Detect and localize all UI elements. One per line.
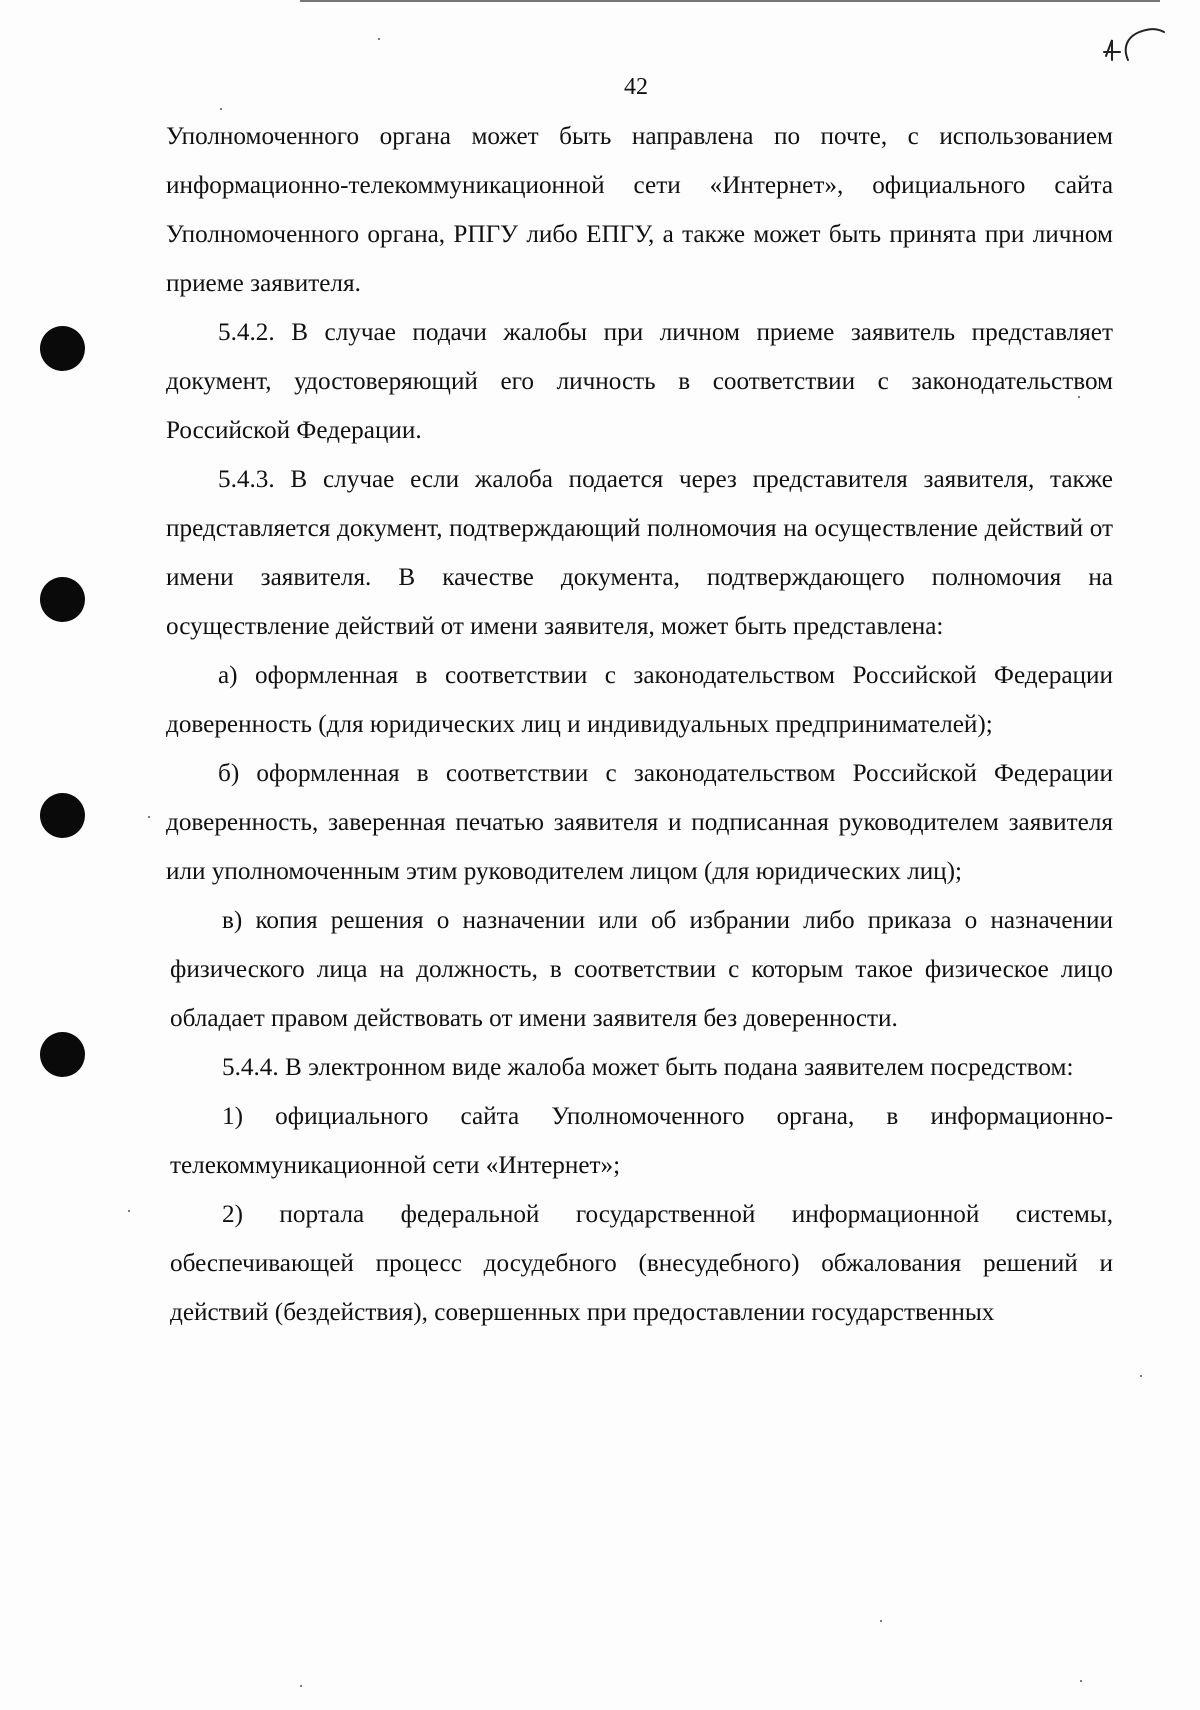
document-body <box>166 112 1113 1337</box>
list-item-a: а) оформленная в соответствии с законодательством Российской Федерации доверенность (для юридических лиц и индивидуальных предпринимателей); <box>166 662 1113 738</box>
list-item-v: в) копия решения о назначении или об избрании либо приказа о назначении физического лица на должность, в соответствии с которым такое физическое лицо обладает правом действовать от имени заявителя без доверенности. <box>170 907 1113 1032</box>
scan-speck <box>880 1620 882 1622</box>
paragraph-5-4-2: 5.4.2. В случае подачи жалобы при личном приеме заявитель представляет документ, удостоверяющий его личность в соответствии с законодательством Российской Федерации. <box>166 319 1113 444</box>
paragraph-continuation: Уполномоченного органа может быть направлена по почте, с использованием информационно-телекоммуникационной сети «Интернет», официального сайта Уполномоченного органа, РПГУ либо ЕПГУ, а также может быть принята при личном приеме заявителя. <box>166 123 1113 297</box>
scan-speck <box>300 1685 302 1687</box>
punch-hole <box>40 326 85 371</box>
scan-speck <box>1140 1375 1142 1377</box>
scan-speck <box>378 38 380 40</box>
punch-hole <box>40 793 85 838</box>
paragraph-5-4-4: 5.4.4. В электронном виде жалоба может быть подана заявителем посредством: <box>222 1054 1074 1081</box>
punch-hole <box>40 1032 85 1077</box>
scan-speck <box>220 108 222 110</box>
punch-hole <box>40 577 85 622</box>
list-item-1: 1) официального сайта Уполномоченного органа, в информационно-телекоммуникационной сети «Интернет»; <box>170 1103 1113 1179</box>
scan-speck <box>128 1210 130 1212</box>
top-edge-line <box>300 0 1160 2</box>
scan-speck <box>1080 1680 1082 1682</box>
paragraph-5-4-3: 5.4.3. В случае если жалоба подается через представителя заявителя, также представляется документ, подтверждающий полномочия на осуществление действий от имени заявителя. В качестве документа, подтверждающего полномочия на осуществление действий от имени заявителя, может быть представлена: <box>166 466 1113 640</box>
list-item-b: б) оформленная в соответствии с законодательством Российской Федерации доверенность, заверенная печатью заявителя и подписанная руководителем заявителя или уполномоченным этим руководителем лицом (для юридических лиц); <box>166 760 1113 885</box>
handwritten-page-number <box>1098 26 1168 76</box>
list-item-2: 2) портала федеральной государственной информационной системы, обеспечивающей процесс досудебного (внесудебного) обжалования решений и действий (бездействия), совершенных при предоставлении государственных <box>170 1201 1113 1326</box>
page-number: 42 <box>624 74 648 100</box>
scan-speck <box>148 816 150 818</box>
